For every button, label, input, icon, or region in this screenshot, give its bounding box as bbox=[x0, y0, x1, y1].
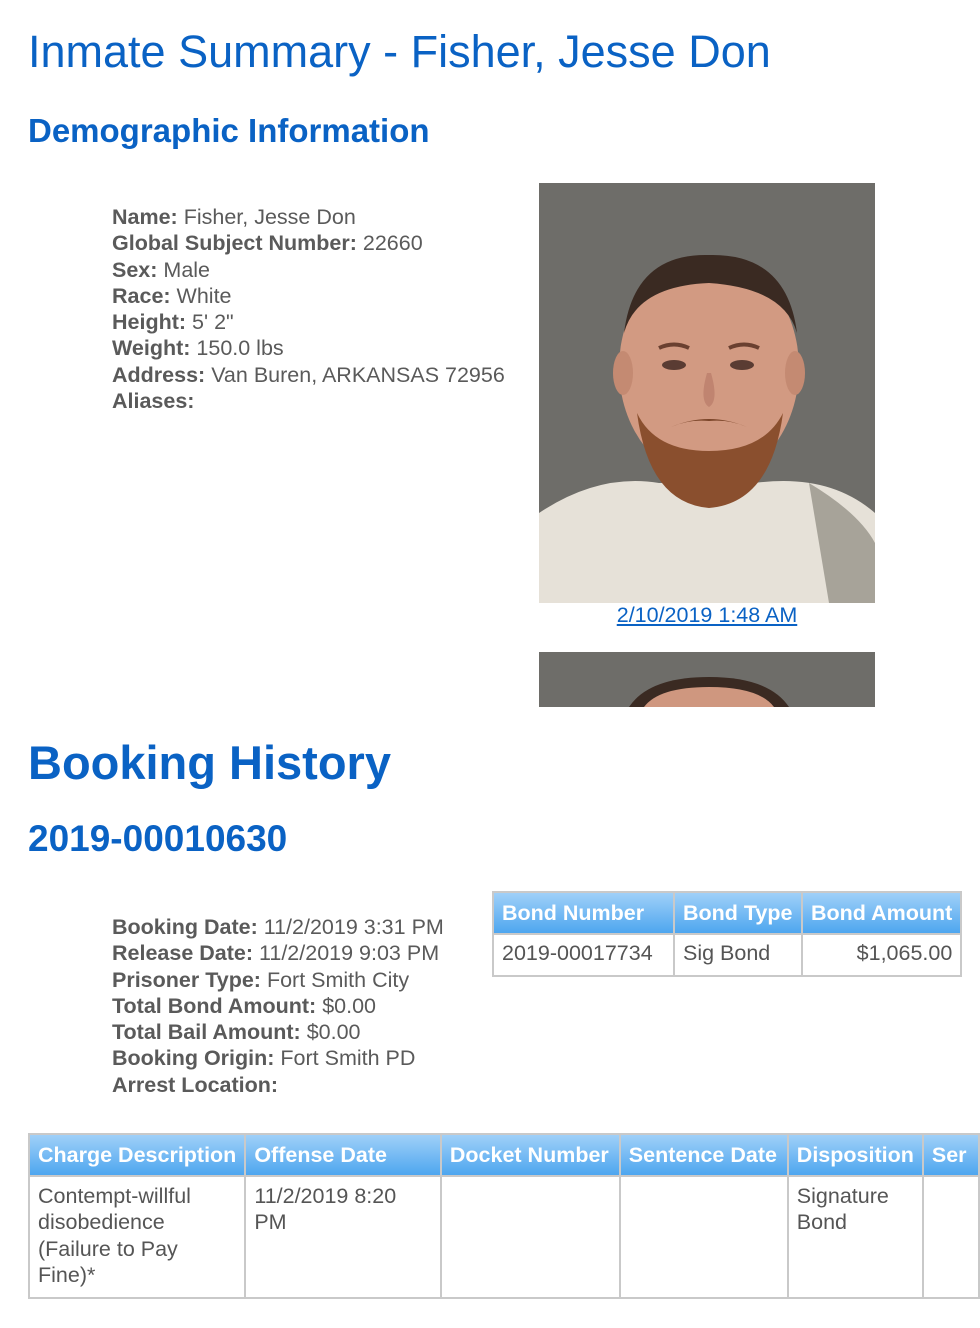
field-sex: Sex: Male bbox=[112, 257, 211, 282]
col-offense-date: Offense Date bbox=[245, 1134, 441, 1176]
booking-number: 2019-00010630 bbox=[28, 818, 288, 859]
cell-bond-number: 2019-00017734 bbox=[493, 934, 674, 976]
col-bond-number: Bond Number bbox=[493, 892, 674, 934]
col-bond-type: Bond Type bbox=[674, 892, 802, 934]
charges-table bbox=[28, 1133, 980, 1299]
charges-table-header-row bbox=[29, 1134, 979, 1176]
cell-sentence-date bbox=[620, 1176, 788, 1298]
bond-table bbox=[492, 891, 962, 977]
page-title: Inmate Summary - Fisher, Jesse Don bbox=[28, 26, 771, 77]
demographics-heading: Demographic Information bbox=[28, 112, 430, 149]
cell-disposition: Signature Bond bbox=[788, 1176, 923, 1298]
booking-details bbox=[112, 914, 444, 1098]
table-row bbox=[493, 934, 961, 976]
cell-docket-number bbox=[441, 1176, 620, 1298]
cell-ser bbox=[923, 1176, 979, 1298]
field-race: Race: White bbox=[112, 283, 232, 308]
photo-date-link[interactable]: 2/10/2019 1:48 AM bbox=[616, 603, 798, 627]
field-weight: Weight: 150.0 lbs bbox=[112, 336, 284, 361]
mugshot-photo[interactable] bbox=[539, 183, 875, 603]
field-arrest-location: Arrest Location: bbox=[112, 1072, 279, 1097]
demographic-details bbox=[112, 204, 505, 414]
field-total-bail-amount: Total Bail Amount: $0.00 bbox=[112, 1020, 361, 1045]
field-global-subject-number: Global Subject Number: 22660 bbox=[112, 231, 423, 256]
field-prisoner-type: Prisoner Type: Fort Smith City bbox=[112, 967, 410, 992]
field-booking-date: Booking Date: 11/2/2019 3:31 PM bbox=[112, 915, 444, 939]
field-aliases: Aliases: bbox=[112, 389, 195, 414]
field-height: Height: 5' 2" bbox=[112, 310, 234, 335]
field-address: Address: Van Buren, ARKANSAS 72956 bbox=[112, 362, 505, 387]
table-row bbox=[29, 1176, 979, 1298]
cell-offense-date: 11/2/2019 8:20 PM bbox=[245, 1176, 441, 1298]
field-booking-origin: Booking Origin: Fort Smith PD bbox=[112, 1046, 416, 1071]
cell-bond-amount: $1,065.00 bbox=[802, 934, 961, 976]
field-name: Name: Fisher, Jesse Don bbox=[112, 205, 356, 229]
booking-history-heading: Booking History bbox=[28, 736, 391, 789]
bond-table-header-row bbox=[493, 892, 961, 934]
col-ser: Ser bbox=[923, 1134, 979, 1176]
field-total-bond-amount: Total Bond Amount: $0.00 bbox=[112, 993, 376, 1018]
mugshot-photo-secondary[interactable] bbox=[539, 652, 875, 707]
col-bond-amount: Bond Amount bbox=[802, 892, 961, 934]
col-docket-number: Docket Number bbox=[441, 1134, 620, 1176]
col-disposition: Disposition bbox=[788, 1134, 923, 1176]
col-charge-description: Charge Description bbox=[29, 1134, 245, 1176]
col-sentence-date: Sentence Date bbox=[620, 1134, 788, 1176]
field-release-date: Release Date: 11/2/2019 9:03 PM bbox=[112, 941, 440, 966]
cell-bond-type: Sig Bond bbox=[674, 934, 802, 976]
cell-charge-description: Contempt-willful disobedience (Failure to Pay Fine)* bbox=[29, 1176, 245, 1298]
